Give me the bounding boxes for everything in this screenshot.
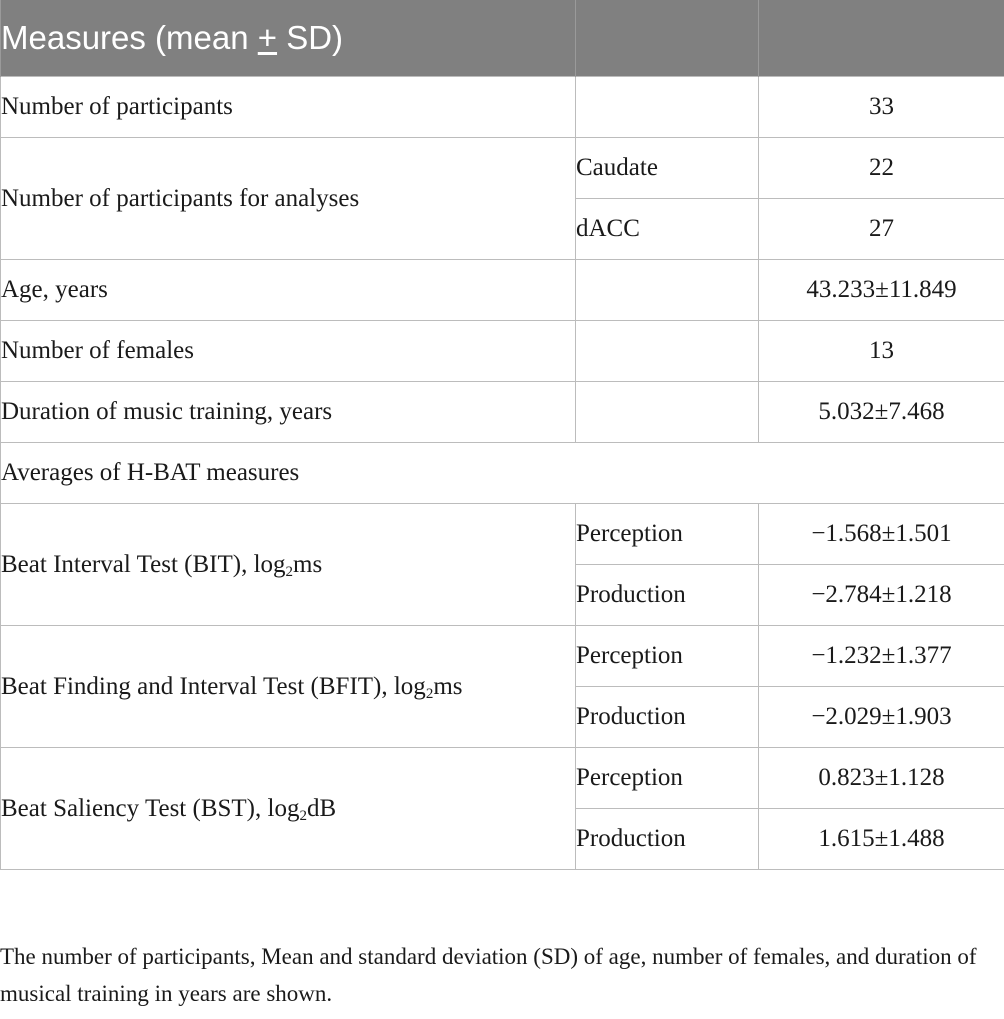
table-header bbox=[1, 0, 1004, 77]
row-label: Beat Interval Test (BIT), $\log_2ms$ bbox=[1, 504, 576, 626]
section-label: Averages of H-BAT measures bbox=[1, 443, 1004, 504]
row-value: 22 bbox=[759, 138, 1004, 199]
row-label: Duration of music training, years bbox=[1, 382, 576, 443]
row-sub bbox=[576, 321, 759, 382]
table-row bbox=[1, 77, 1004, 138]
row-value: 0.823±1.128 bbox=[759, 748, 1004, 809]
row-sub: Production bbox=[576, 565, 759, 626]
row-label: Beat Saliency Test (BST), $\log_2dB$ bbox=[1, 748, 576, 870]
row-sub: Caudate bbox=[576, 138, 759, 199]
row-value: −1.568±1.501 bbox=[759, 504, 1004, 565]
row-sub bbox=[576, 260, 759, 321]
row-value: 27 bbox=[759, 199, 1004, 260]
table-row bbox=[1, 260, 1004, 321]
row-sub bbox=[576, 77, 759, 138]
row-value: −1.232±1.377 bbox=[759, 626, 1004, 687]
table-row bbox=[1, 504, 1004, 565]
table-row bbox=[1, 626, 1004, 687]
row-value: −2.029±1.903 bbox=[759, 687, 1004, 748]
row-value: −2.784±1.218 bbox=[759, 565, 1004, 626]
header-measures: Measures (mean + SD) bbox=[1, 0, 576, 77]
row-value: 5.032±7.468 bbox=[759, 382, 1004, 443]
table-row bbox=[1, 138, 1004, 199]
table-row bbox=[1, 321, 1004, 382]
row-label: Number of participants for analyses bbox=[1, 138, 576, 260]
row-value: 1.615±1.488 bbox=[759, 809, 1004, 870]
row-label: Number of participants bbox=[1, 77, 576, 138]
row-sub: Perception bbox=[576, 504, 759, 565]
table-footnote: The number of participants, Mean and standard deviation (SD) of age, number of females, and duration of musical training in years are shown. bbox=[0, 944, 977, 1006]
row-sub: dACC bbox=[576, 199, 759, 260]
table-row bbox=[1, 382, 1004, 443]
header-col3 bbox=[759, 0, 1004, 77]
row-label: Beat Finding and Interval Test (BFIT), $\log_2ms$ bbox=[1, 626, 576, 748]
row-sub: Perception bbox=[576, 626, 759, 687]
row-label: Age, years bbox=[1, 260, 576, 321]
plus-minus-symbol: + bbox=[257, 19, 278, 56]
row-label: Number of females bbox=[1, 321, 576, 382]
row-sub: Perception bbox=[576, 748, 759, 809]
row-sub: Production bbox=[576, 809, 759, 870]
header-col2 bbox=[576, 0, 759, 77]
header-row bbox=[1, 0, 1004, 77]
row-value: 43.233±11.849 bbox=[759, 260, 1004, 321]
table-row bbox=[1, 443, 1004, 504]
row-sub: Production bbox=[576, 687, 759, 748]
row-sub bbox=[576, 382, 759, 443]
table-row bbox=[1, 748, 1004, 809]
row-value: 33 bbox=[759, 77, 1004, 138]
row-value: 13 bbox=[759, 321, 1004, 382]
